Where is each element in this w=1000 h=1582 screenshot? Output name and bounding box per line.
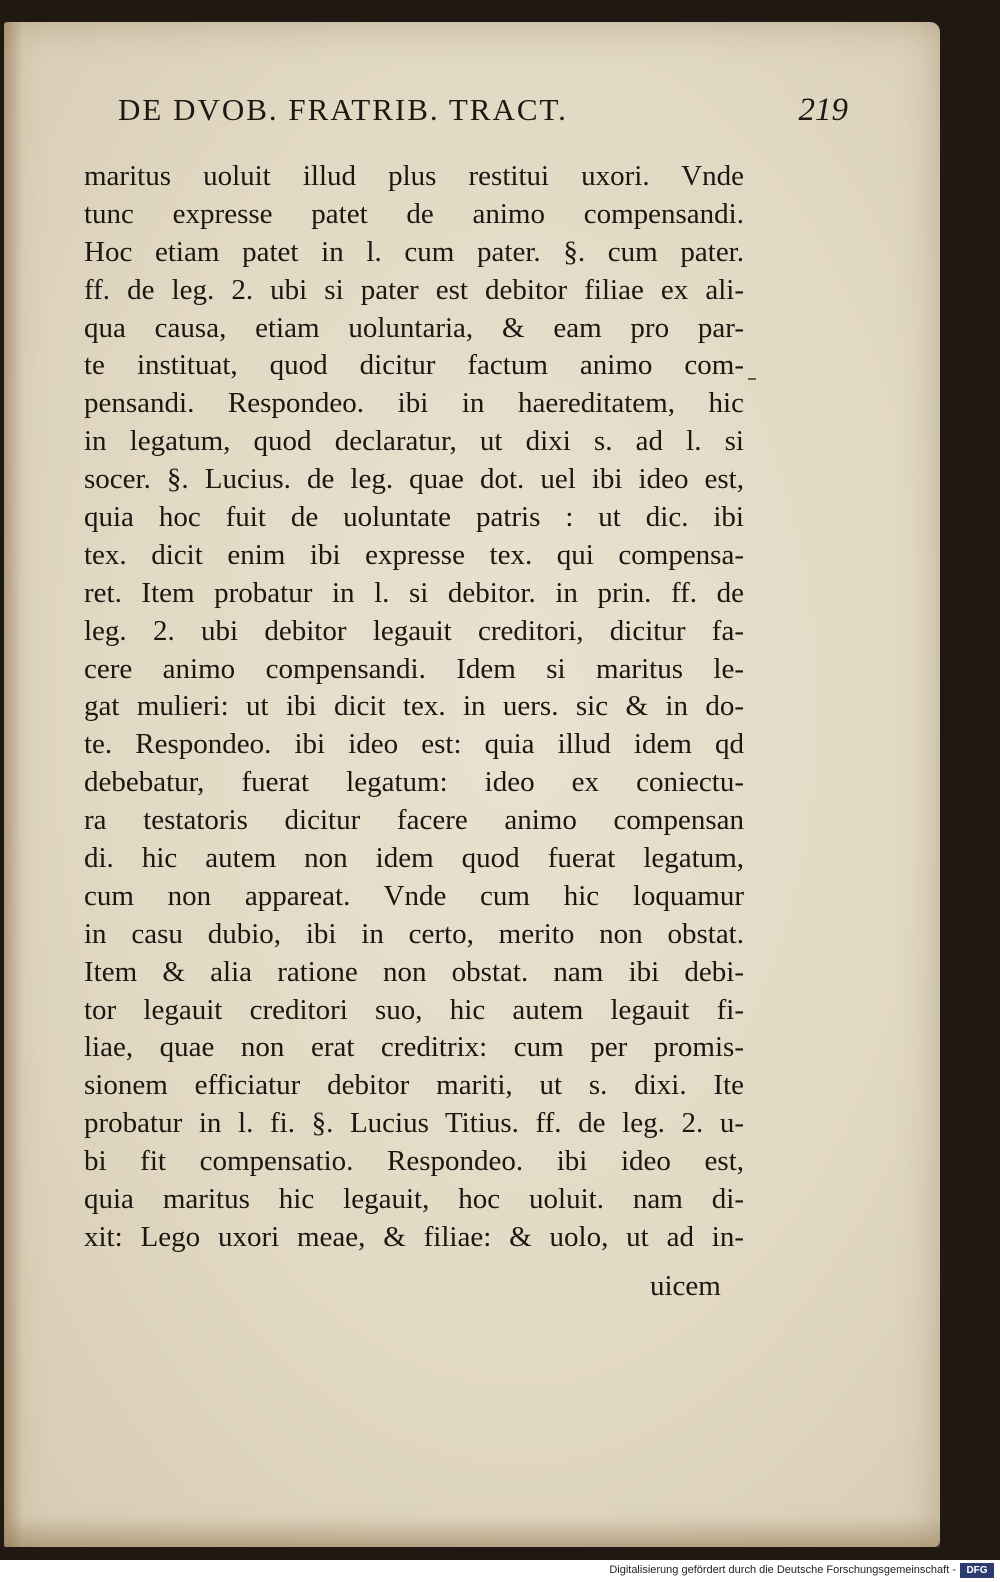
- text-line: sionem efficiatur debitor mariti, ut s. dixi. Ite: [84, 1069, 744, 1102]
- text-line: te. Respondeo. ibi ideo est: quia illud idem qd: [84, 728, 744, 761]
- text-line: gat mulieri: ut ibi dicit tex. in uers. sic & in do-: [84, 690, 744, 723]
- page-shadow-bottom: [4, 1517, 940, 1547]
- text-line: te instituat, quod dicitur factum animo com-: [84, 349, 744, 382]
- text-line: quia maritus hic legauit, hoc uoluit. nam di-: [84, 1183, 744, 1216]
- text-line: in legatum, quod declaratur, ut dixi s. ad l. si: [84, 425, 744, 458]
- page-header: [118, 92, 898, 142]
- text-line: tor legauit creditori suo, hic autem legauit fi-: [84, 993, 744, 1026]
- text-line: qua causa, etiam uoluntaria, & eam pro par-: [84, 311, 744, 344]
- text-line: bi fit compensatio. Respondeo. ibi ideo est,: [84, 1145, 744, 1178]
- body-text: [84, 158, 744, 1257]
- text-line: Hoc etiam patet in l. cum pater. §. cum pater.: [84, 235, 744, 268]
- text-line: tex. dicit enim ibi expresse tex. qui compensa-: [84, 538, 744, 571]
- dfg-logo: DFG: [960, 1563, 994, 1578]
- text-line: pensandi. Respondeo. ibi in haereditatem, hic: [84, 387, 744, 420]
- text-line: Item & alia ratione non obstat. nam ibi debi-: [84, 955, 744, 988]
- text-line: xit: Lego uxori meae, & filiae: & uolo, ut ad in-: [84, 1220, 744, 1253]
- text-line: ret. Item probatur in l. si debitor. in prin. ff. de: [84, 576, 744, 609]
- text-line: in casu dubio, ibi in certo, merito non obstat.: [84, 917, 744, 950]
- page-number: 219: [798, 92, 848, 128]
- text-line: ff. de leg. 2. ubi si pater est debitor filiae ex ali-: [84, 273, 744, 306]
- text-line: ra testatoris dicitur facere animo compensan: [84, 804, 744, 837]
- running-title: DE DVOB. FRATRIB. TRACT.: [118, 92, 568, 127]
- footer-bar: [0, 1560, 1000, 1582]
- text-line: tunc expresse patet de animo compensandi.: [84, 197, 744, 230]
- catchword: uicem: [650, 1270, 721, 1302]
- text-line: socer. §. Lucius. de leg. quae dot. uel ibi ideo est,: [84, 463, 744, 496]
- funding-credit: Digitalisierung gefördert durch die Deutsche Forschungsgemeinschaft -: [609, 1564, 956, 1576]
- text-line: maritus uoluit illud plus restitui uxori. Vnde: [84, 160, 744, 192]
- margin-mark: [748, 378, 756, 380]
- text-line: cere animo compensandi. Idem si maritus le-: [84, 652, 744, 685]
- text-line: quia hoc fuit de uoluntate patris : ut dic. ibi: [84, 501, 744, 534]
- page-shadow-left: [4, 22, 22, 1547]
- text-line: probatur in l. fi. §. Lucius Titius. ff. de leg. 2. u-: [84, 1107, 744, 1140]
- text-line: cum non appareat. Vnde cum hic loquamur: [84, 879, 744, 912]
- text-line: leg. 2. ubi debitor legauit creditori, dicitur fa-: [84, 614, 744, 647]
- text-line: debebatur, fuerat legatum: ideo ex coniectu-: [84, 766, 744, 799]
- text-line: liae, quae non erat creditrix: cum per promis-: [84, 1031, 744, 1064]
- text-line: di. hic autem non idem quod fuerat legatum,: [84, 842, 744, 875]
